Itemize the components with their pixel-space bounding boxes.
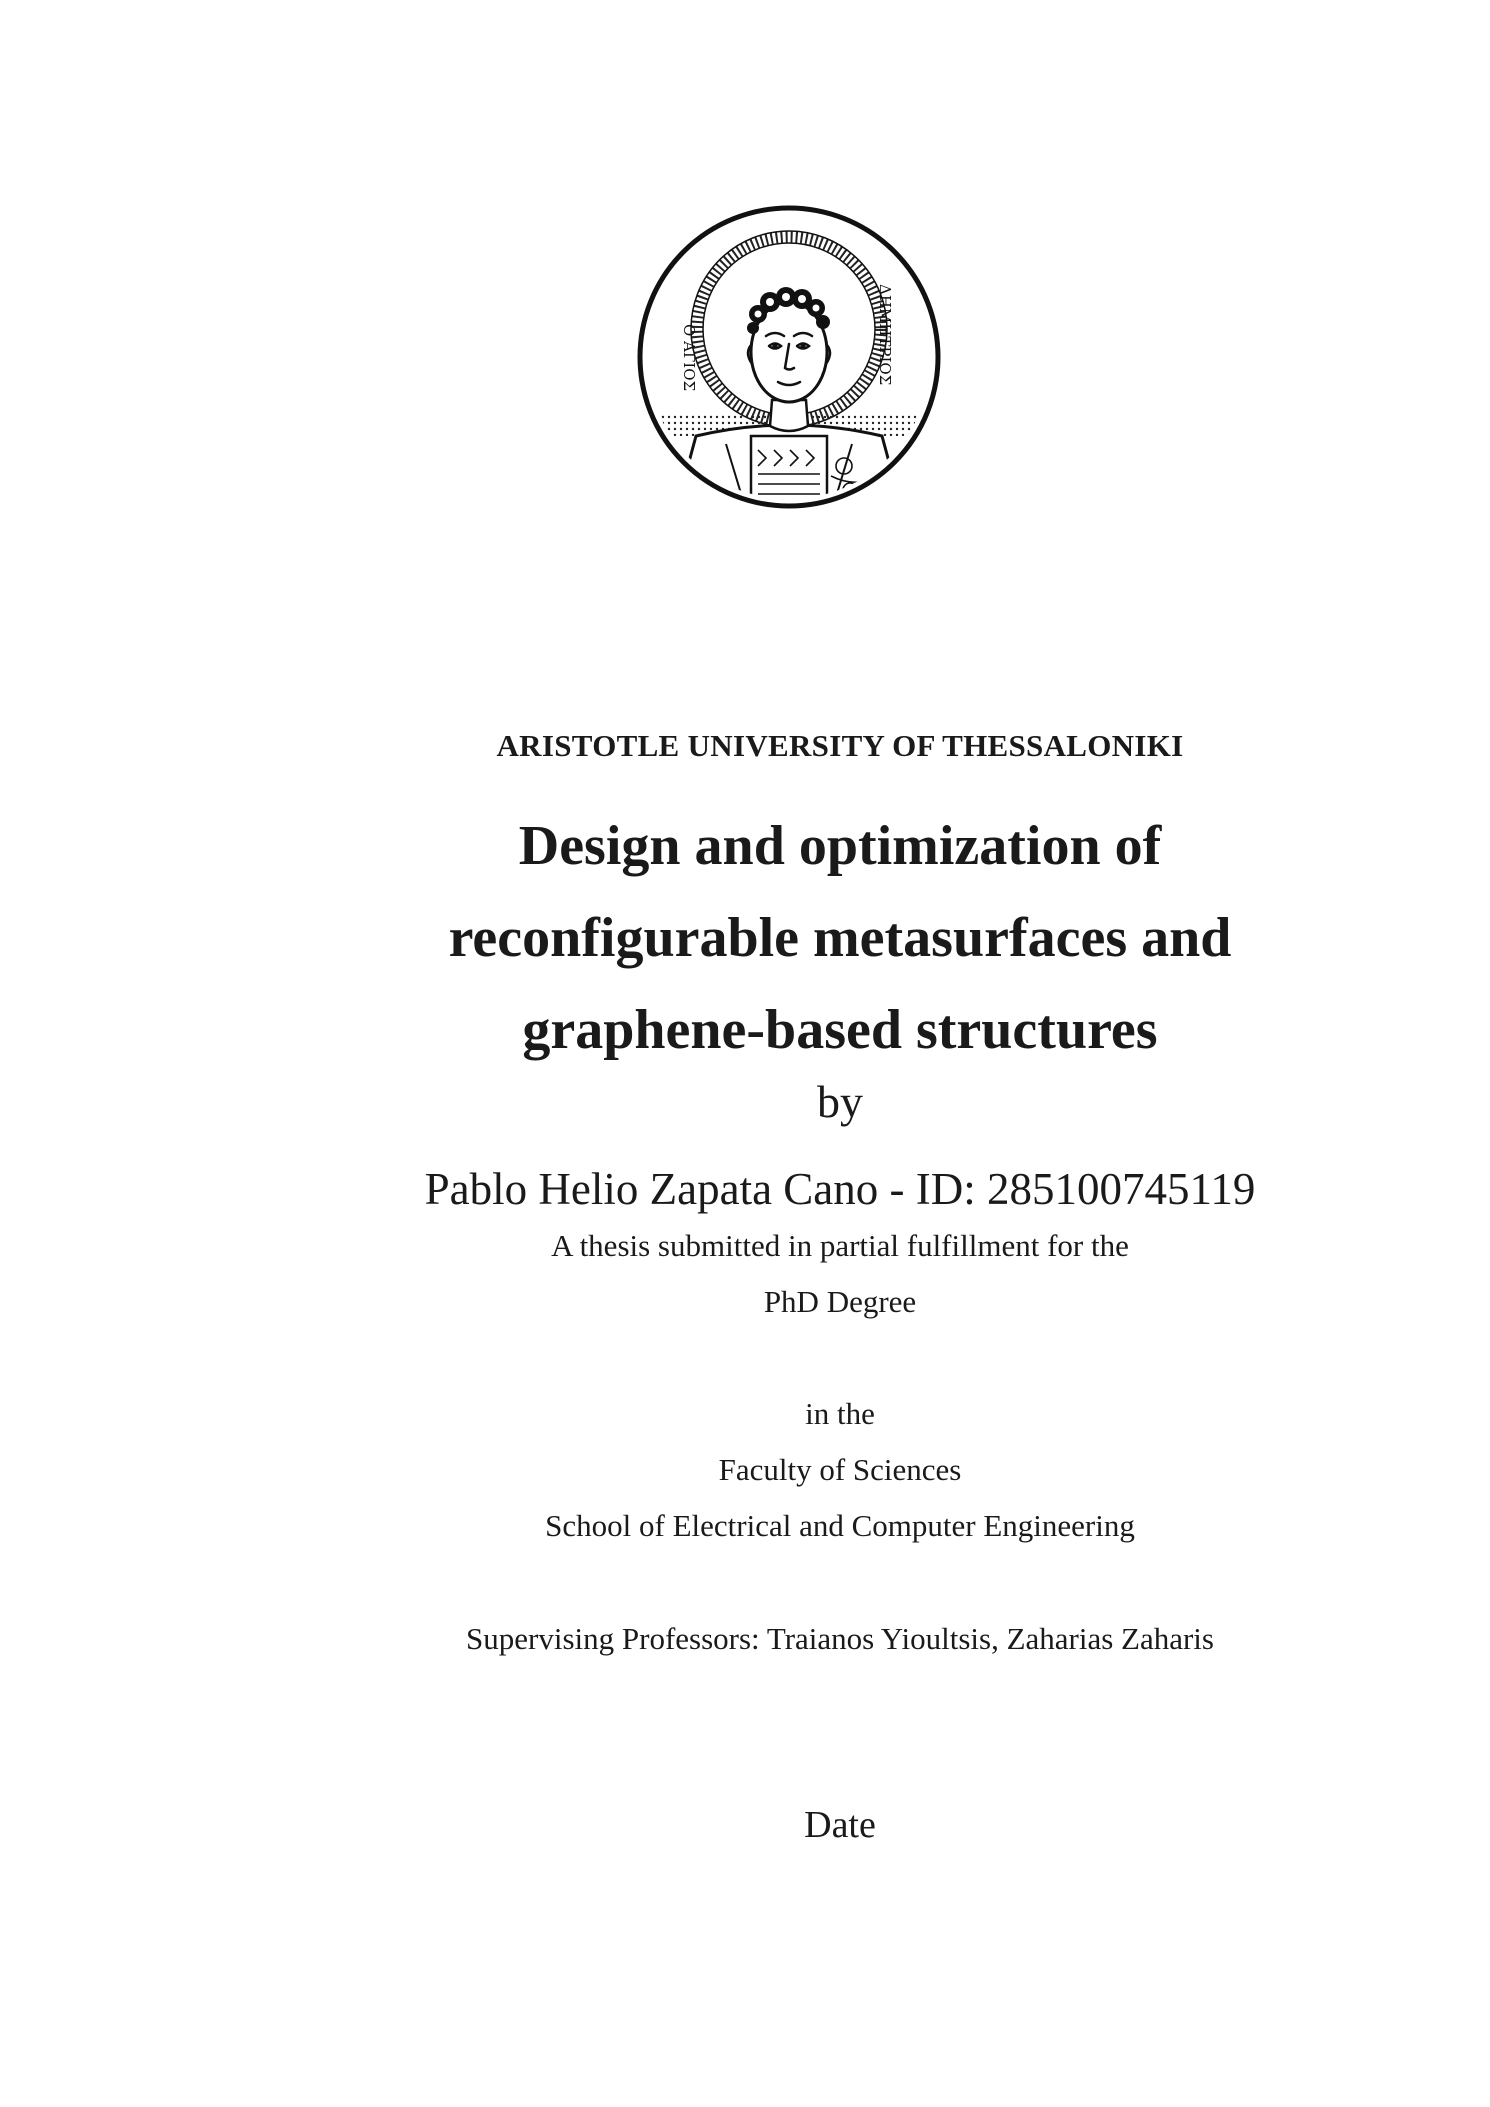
- svg-text:Ο ΑΓΙΟΣ: Ο ΑΓΙΟΣ: [680, 324, 698, 392]
- author-name: Pablo Helio Zapata Cano - ID: 285100745119: [424, 1164, 1256, 1214]
- in-the-label: in the: [805, 1396, 875, 1431]
- thesis-title-line-1: Design and optimization of: [518, 815, 1162, 877]
- university-name: ARISTOTLE UNIVERSITY OF THESSALONIKI: [496, 728, 1184, 763]
- school-name: School of Electrical and Computer Engineering: [545, 1508, 1135, 1543]
- supervising-professors: Supervising Professors: Traianos Yioultsis, Zaharias Zaharis: [466, 1621, 1214, 1656]
- faculty-name: Faculty of Sciences: [718, 1452, 962, 1487]
- date-label: Date: [804, 1804, 876, 1846]
- thesis-title-line-2: reconfigurable metasurfaces and: [448, 907, 1232, 969]
- by-label: by: [817, 1076, 863, 1127]
- svg-text:ΔΗΜΗΤΡΙΟΣ: ΔΗΜΗΤΡΙΟΣ: [876, 284, 894, 386]
- degree-name: PhD Degree: [763, 1284, 917, 1319]
- university-seal-icon: [636, 204, 942, 510]
- thesis-title-line-3: graphene-based structures: [522, 999, 1158, 1061]
- thesis-title: [95, 800, 1490, 1076]
- thesis-statement: A thesis submitted in partial fulfillment for the: [551, 1228, 1129, 1263]
